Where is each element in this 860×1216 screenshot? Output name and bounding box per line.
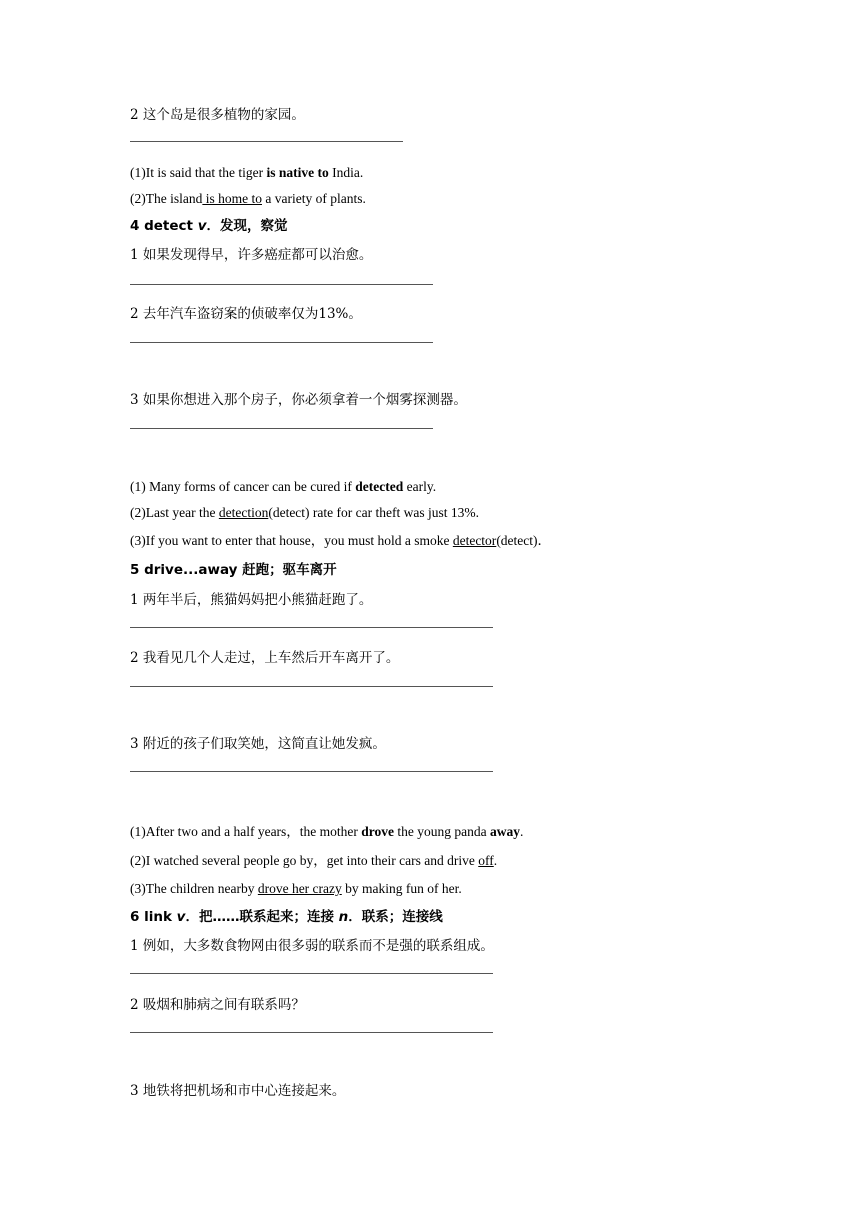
question-line: 1 如果发现得早，许多癌症都可以治愈。	[130, 247, 373, 263]
answer-blank	[130, 141, 403, 142]
question-line: 3 如果你想进入那个房子，你必须拿着一个烟雾探测器。	[130, 392, 467, 408]
answer-blank	[130, 627, 493, 628]
answer-line: (1)After two and a half years，the mother drove the young panda away.	[130, 824, 524, 839]
question-line: 3 附近的孩子们取笑她，这简直让她发疯。	[130, 736, 386, 752]
answer-blank	[130, 686, 493, 687]
answer-line: (2)The island is home to a variety of plants.	[130, 191, 366, 206]
question-line: 2 去年汽车盗窃案的侦破率仅为13%。	[130, 306, 362, 322]
question-line: 1 例如，大多数食物网由很多弱的联系而不是强的联系组成。	[130, 938, 494, 954]
answer-line: (2)Last year the detection(detect) rate for car theft was just 13%.	[130, 505, 479, 520]
answer-blank	[130, 771, 493, 772]
answer-line: (3)The children nearby drove her crazy by making fun of her.	[130, 881, 462, 896]
question-line: 2 这个岛是很多植物的家园。	[130, 107, 305, 123]
answer-line: (3)If you want to enter that house，you must hold a smoke detector(detect)．	[130, 533, 552, 548]
question-line: 3 地铁将把机场和市中心连接起来。	[130, 1083, 346, 1099]
answer-line: (1)It is said that the tiger is native to India.	[130, 165, 364, 180]
section-heading: 6 link v．把……联系起来；连接 n．联系；连接线	[130, 909, 443, 925]
question-line: 2 我看见几个人走过，上车然后开车离开了。	[130, 650, 400, 666]
section-heading: 5 drive...away 赶跑；驱车离开	[130, 562, 337, 578]
answer-blank	[130, 428, 433, 429]
answer-blank	[130, 1032, 493, 1033]
answer-blank	[130, 342, 433, 343]
question-line: 2 吸烟和肺病之间有联系吗？	[130, 997, 305, 1013]
answer-blank	[130, 973, 493, 974]
answer-line: (2)I watched several people go by，get into their cars and drive off.	[130, 853, 498, 868]
question-line: 1 两年半后，熊猫妈妈把小熊猫赶跑了。	[130, 592, 373, 608]
answer-line: (1) Many forms of cancer can be cured if detected early.	[130, 479, 437, 494]
section-heading: 4 detect v．发现，察觉	[130, 218, 288, 234]
answer-blank	[130, 284, 433, 285]
